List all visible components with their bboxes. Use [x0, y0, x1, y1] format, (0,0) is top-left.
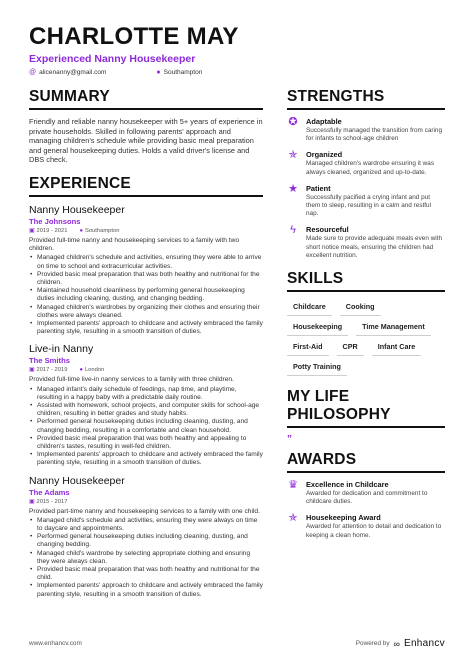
- bolt-icon: ϟ: [290, 224, 296, 237]
- award-item: [287, 513, 445, 539]
- star-icon: ✯: [288, 512, 298, 525]
- job-meta: [29, 227, 263, 236]
- job-bullet: • Implemented parents' approach to childcare and actively embraced the family parenting style, resulting in a smooth transition of duties.: [29, 451, 263, 467]
- job-entry: [29, 475, 263, 599]
- job-title: Live-in Nanny: [29, 343, 94, 356]
- location-pin-icon: ●: [79, 227, 83, 234]
- location-pin-icon: ●: [156, 69, 161, 76]
- skill-tag: Time Management: [356, 319, 431, 336]
- right-column: [287, 88, 445, 547]
- job-company: The Johnsons: [29, 216, 81, 226]
- location-contact: [156, 68, 202, 78]
- footer: [29, 638, 445, 649]
- skill-tag: Potty Training: [287, 359, 347, 376]
- strength-desc: Made sure to provide adequate meals even with short notice meals, ensuring the children had excellent nutrition.: [306, 235, 443, 259]
- job-bullet: • Managed child's wardrobe by selecting appropriate clothing and ensuring they were always clean.: [29, 550, 263, 566]
- job-dates: [29, 227, 67, 236]
- job-dates-text: 2017 - 2019: [36, 367, 68, 374]
- job-bullet: • Provided basic meal preparation that was both healthy and appealing to children's tastes, resulting in well-fed children.: [29, 435, 263, 451]
- badge-icon: ✪: [288, 116, 298, 128]
- skills-heading: SKILLS: [287, 270, 445, 292]
- award-title: Housekeeping Award: [306, 513, 381, 523]
- job-entry: [29, 343, 263, 467]
- award-desc: Awarded for dedication and commitment to childcare duties.: [306, 490, 428, 506]
- strength-title: Organized: [306, 150, 343, 160]
- job-bullet: • Implemented parents' approach to childcare and actively embraced the family parenting style, resulting in a smooth transition of duties.: [29, 582, 263, 598]
- skill-tag: Housekeeping: [287, 319, 348, 336]
- job-bullets: [29, 386, 263, 468]
- job-meta: [29, 366, 263, 375]
- skill-tag: First-Aid: [287, 339, 329, 356]
- job-title: Nanny Housekeeper: [29, 203, 125, 216]
- location-pin-icon: ●: [79, 367, 83, 374]
- job-description: Provided full-time live-in nanny services to a family with three children.: [29, 376, 234, 384]
- strength-desc: Managed children's wardrobe ensuring it was always cleaned, organized and up-to-date.: [306, 160, 435, 176]
- email-contact[interactable]: [29, 68, 106, 78]
- job-bullet: • Provided basic meal preparation that was both healthy and nutritional for the child.: [29, 566, 263, 582]
- summary-heading: SUMMARY: [29, 88, 263, 110]
- experience-heading: EXPERIENCE: [29, 175, 263, 197]
- job-dates-text: 2019 - 2021: [36, 227, 68, 234]
- award-title: Excellence in Childcare: [306, 480, 389, 490]
- calendar-icon: ▣: [29, 367, 35, 374]
- job-bullet: • Managed children's schedule and activities, ensuring they were able to arrive on time to school and extracurricular activities.: [29, 254, 263, 270]
- job-company: The Smiths: [29, 356, 70, 366]
- philosophy-heading: MY LIFE PHILOSOPHY: [287, 388, 445, 428]
- strength-item: [287, 150, 445, 176]
- job-title: Nanny Housekeeper: [29, 474, 125, 487]
- skill-tag: Cooking: [340, 299, 381, 316]
- skills-list: [287, 299, 445, 376]
- contact-row: [29, 68, 449, 78]
- location-text: Southampton: [163, 69, 203, 76]
- award-desc: Awarded for attention to detail and dedication to keeping a clean home.: [306, 523, 442, 539]
- job-meta: [29, 498, 263, 507]
- skill-tag: Infant Care: [372, 339, 422, 356]
- strength-item: [287, 225, 445, 260]
- candidate-name: CHARLOTTE MAY: [29, 23, 239, 50]
- job-description: Provided full-time nanny and housekeeping services to a family with two children.: [29, 236, 240, 253]
- strength-item: [287, 184, 445, 219]
- job-entry: [29, 204, 263, 336]
- strength-item: [287, 117, 445, 143]
- job-bullet: • Assisted with homework, school projects, and computer skills for school-age children, resulting in better grades and study habits.: [29, 402, 263, 418]
- enhancv-logo-icon: ∞: [393, 638, 400, 649]
- skill-tag: Childcare: [287, 299, 332, 316]
- job-bullet: • Provided basic meal preparation that was both healthy and nutritional for the children.: [29, 271, 263, 287]
- job-location-text: Southampton: [84, 227, 120, 234]
- brand-name: Enhancv: [403, 638, 445, 649]
- skill-tag: CPR: [337, 339, 364, 356]
- candidate-role: Experienced Nanny Housekeeper: [29, 53, 196, 65]
- strength-desc: Successfully managed the transition from caring for infants to school-age children: [306, 127, 443, 143]
- job-bullet: • Implemented parents' approach to childcare and actively embraced the family parenting style, resulting in a smooth transition of duties.: [29, 320, 263, 336]
- calendar-icon: ▣: [29, 227, 35, 234]
- brand: [356, 638, 445, 649]
- left-column: [29, 88, 263, 606]
- job-company: The Adams: [29, 487, 70, 497]
- job-location: [79, 366, 104, 375]
- quote-icon: ”: [287, 434, 292, 446]
- job-bullet: • Managed child's schedule and activities, ensuring they were always on time to daycare and appointments.: [29, 517, 263, 533]
- job-bullet: • Managed infant's daily schedule of feedings, nap time, and playtime, resulting in a happy baby with a predictable daily routine.: [29, 386, 263, 402]
- email-text: alicenanny@gmail.com: [39, 69, 107, 76]
- job-bullet: • Maintained household cleanliness by performing general housekeeping duties including cleaning, dusting, and changing bedding.: [29, 287, 263, 303]
- star-icon: ✯: [288, 149, 298, 162]
- calendar-icon: ▣: [29, 498, 35, 505]
- strengths-heading: STRENGTHS: [287, 88, 445, 110]
- job-bullet: • Performed general housekeeping duties including cleaning, dusting, and changing bedding.: [29, 533, 263, 549]
- at-icon: @: [29, 69, 37, 76]
- website-link[interactable]: www.enhancv.com: [29, 640, 82, 647]
- awards-heading: AWARDS: [287, 451, 445, 473]
- job-bullets: [29, 517, 263, 599]
- powered-by-text: Powered by: [355, 640, 390, 647]
- strength-title: Patient: [306, 183, 331, 193]
- header: [29, 24, 449, 78]
- job-description: Provided part-time nanny and housekeeping services to a family with one child.: [29, 507, 260, 515]
- award-item: [287, 480, 445, 506]
- job-bullets: [29, 254, 263, 336]
- job-dates-text: 2015 - 2017: [36, 498, 68, 505]
- job-location: [79, 227, 119, 236]
- trophy-icon: ♛: [288, 479, 298, 492]
- strength-title: Resourceful: [306, 225, 349, 235]
- job-bullet: • Performed general housekeeping duties including cleaning, dusting, and changing bedding, resulting in a comfortable and clean household.: [29, 418, 263, 434]
- strength-desc: Successfully pacified a crying infant and put them to sleep, resulting in a calm and restful nap.: [306, 193, 432, 218]
- job-dates: [29, 366, 67, 375]
- strength-title: Adaptable: [306, 117, 342, 126]
- summary-text: Friendly and reliable nanny housekeeper with 5+ years of experience in private households. Skilled in following parents' approach and managing children's schedule while providing basic meal preparation and general housekeeping duties. Holds a valid driver's license and DBS check.: [29, 117, 263, 165]
- job-bullet: • Managed children's wardrobes by organizing their clothes and ensuring their clothes were always cleaned.: [29, 304, 263, 320]
- job-location-text: London: [84, 367, 105, 374]
- job-dates: [29, 498, 67, 507]
- star-icon: ★: [288, 182, 298, 195]
